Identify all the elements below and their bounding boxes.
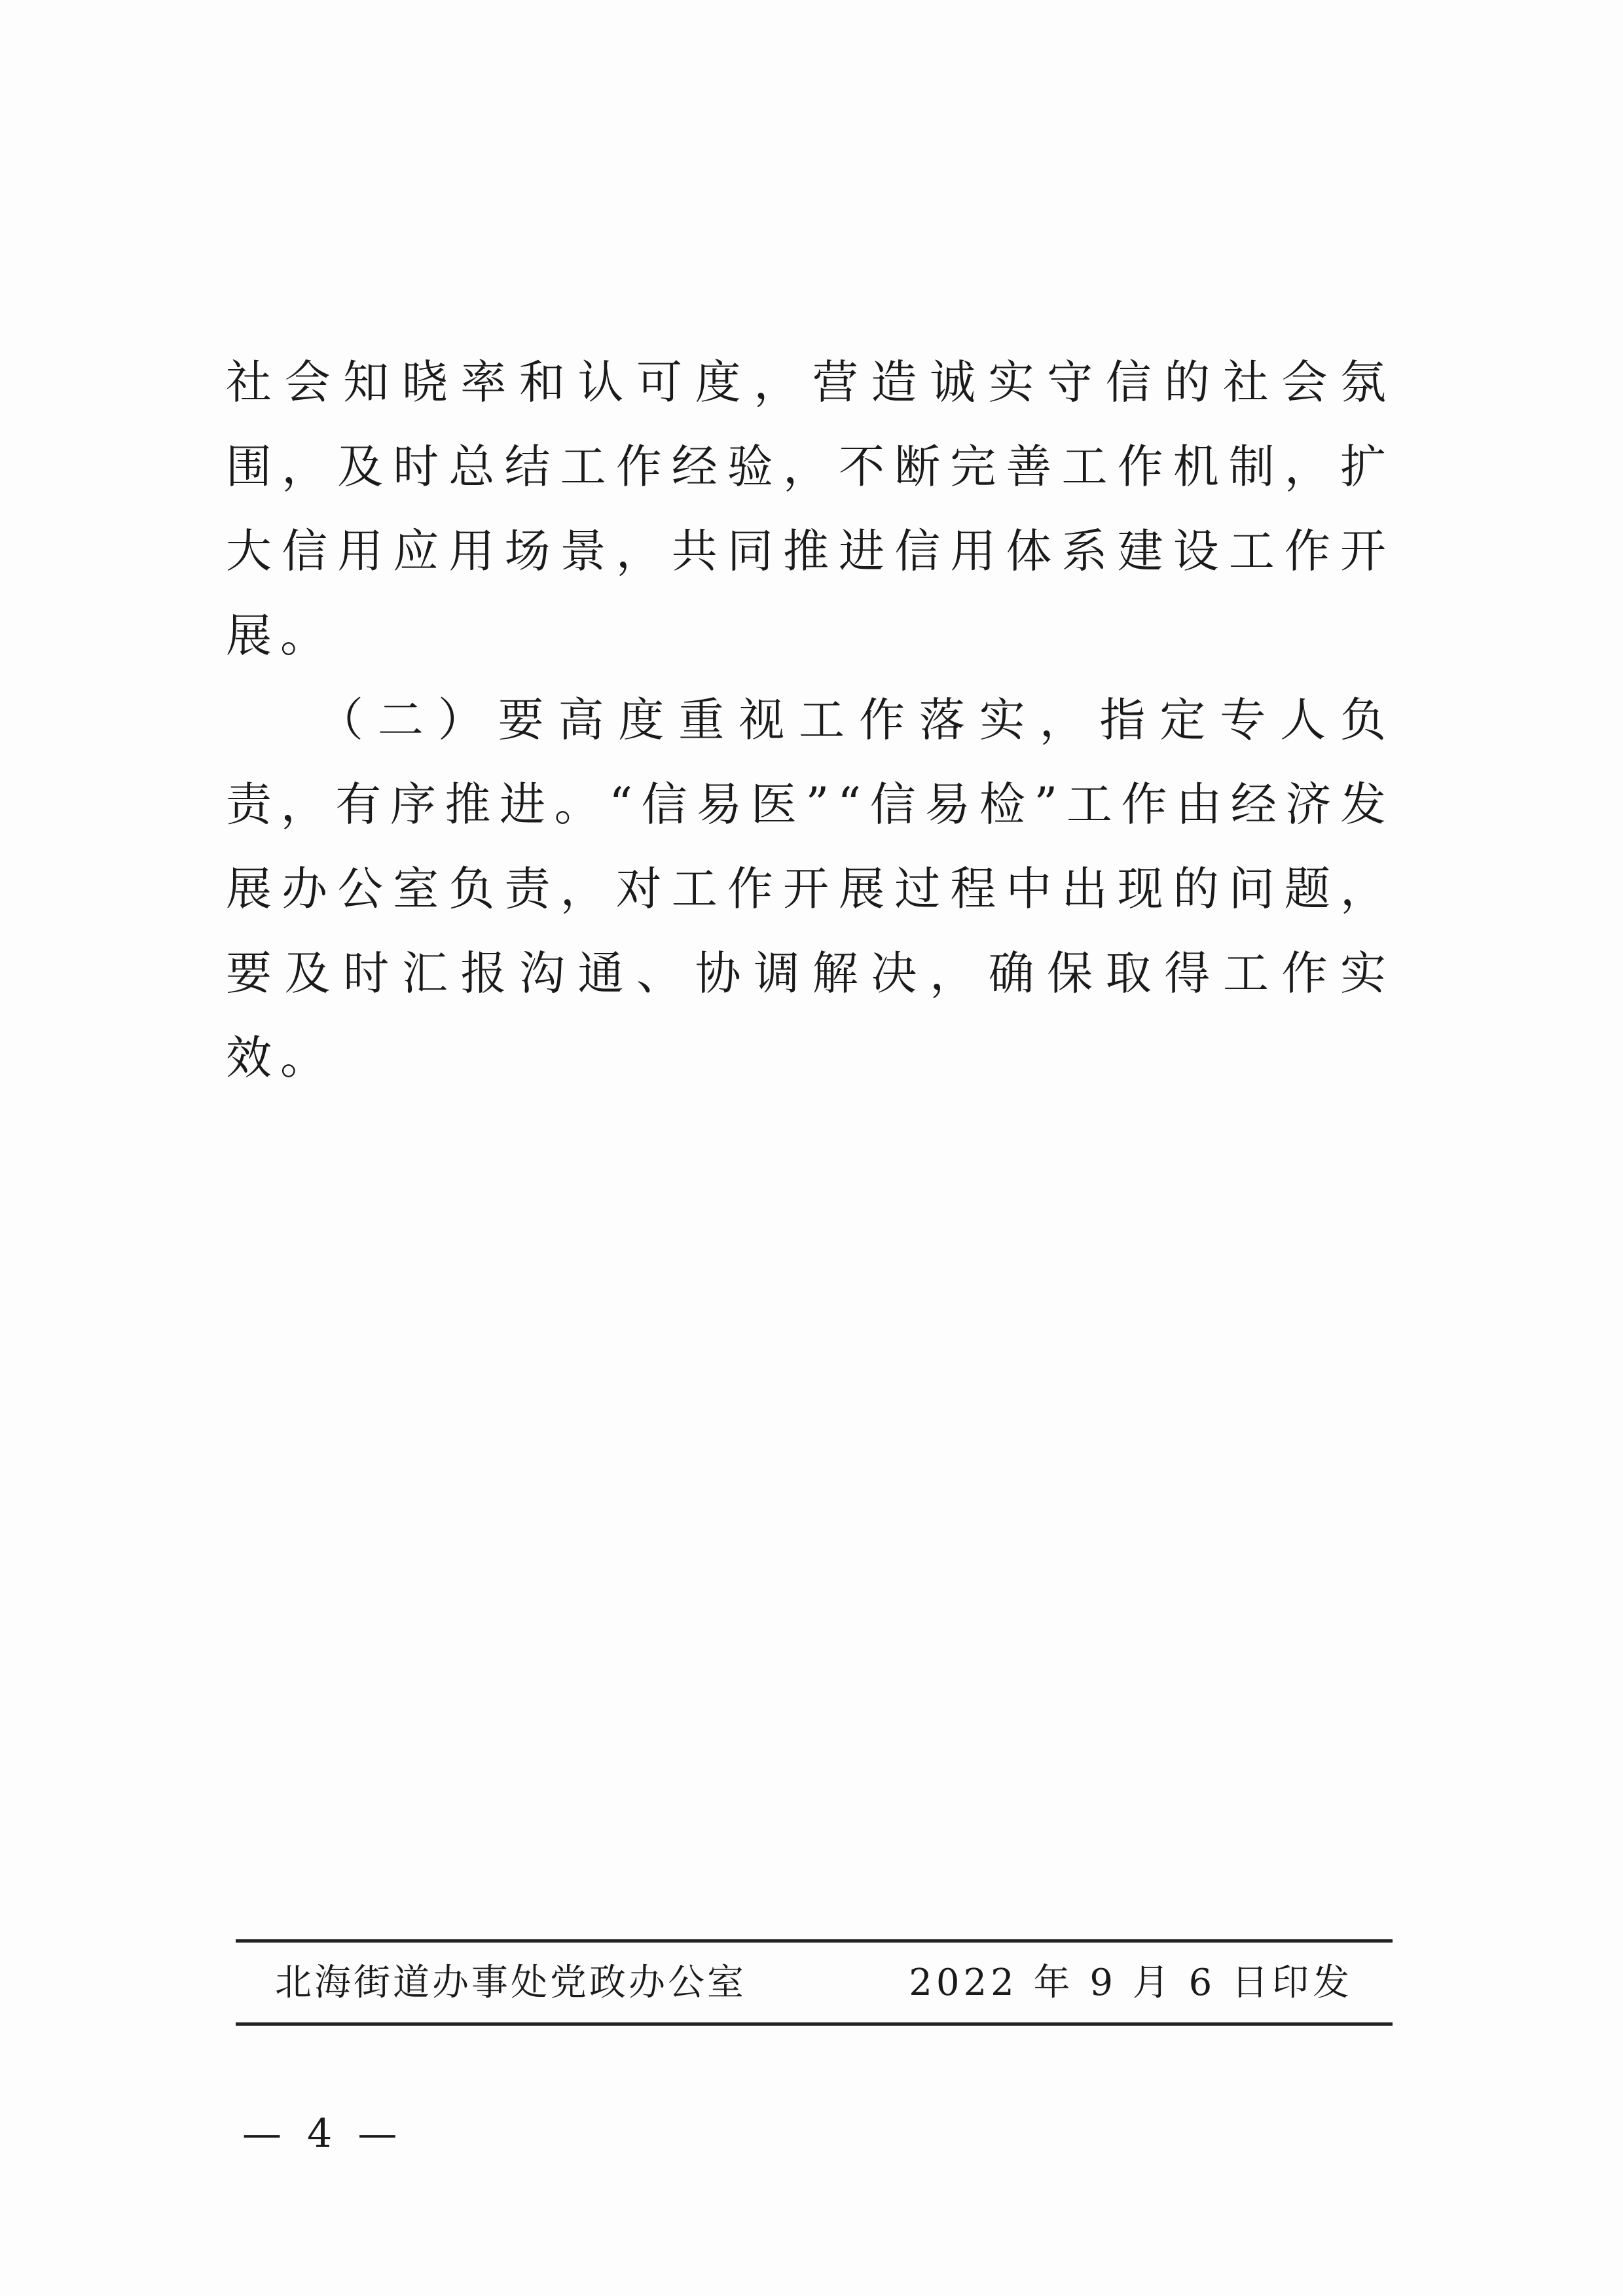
footer-bottom-rule — [236, 2022, 1393, 2026]
paragraph-continuation: 社会知晓率和认可度，营造诚实守信的社会氛围，及时总结工作经验，不断完善工作机制，扩大信用应用场景，共同推进信用体系建设工作开展。 — [226, 355, 1395, 662]
issuance-footer — [236, 1950, 1393, 2016]
issue-date: 2022 年 9 月 6 日印发 — [909, 1962, 1353, 2004]
footer-top-rule — [236, 1939, 1393, 1943]
paragraph-section-2: （二）要高度重视工作落实，指定专人负责，有序推进。“信易医”“信易检”工作由经济发展办公室负责，对工作开展过程中出现的问题，要及时汇报沟通、协调解决，确保取得工作实效。 — [226, 693, 1395, 1085]
page-number: — 4 — — [242, 2111, 404, 2157]
issuer-name: 北海街道办事处党政办公室 — [275, 1962, 746, 2004]
document-body — [226, 340, 1395, 1100]
